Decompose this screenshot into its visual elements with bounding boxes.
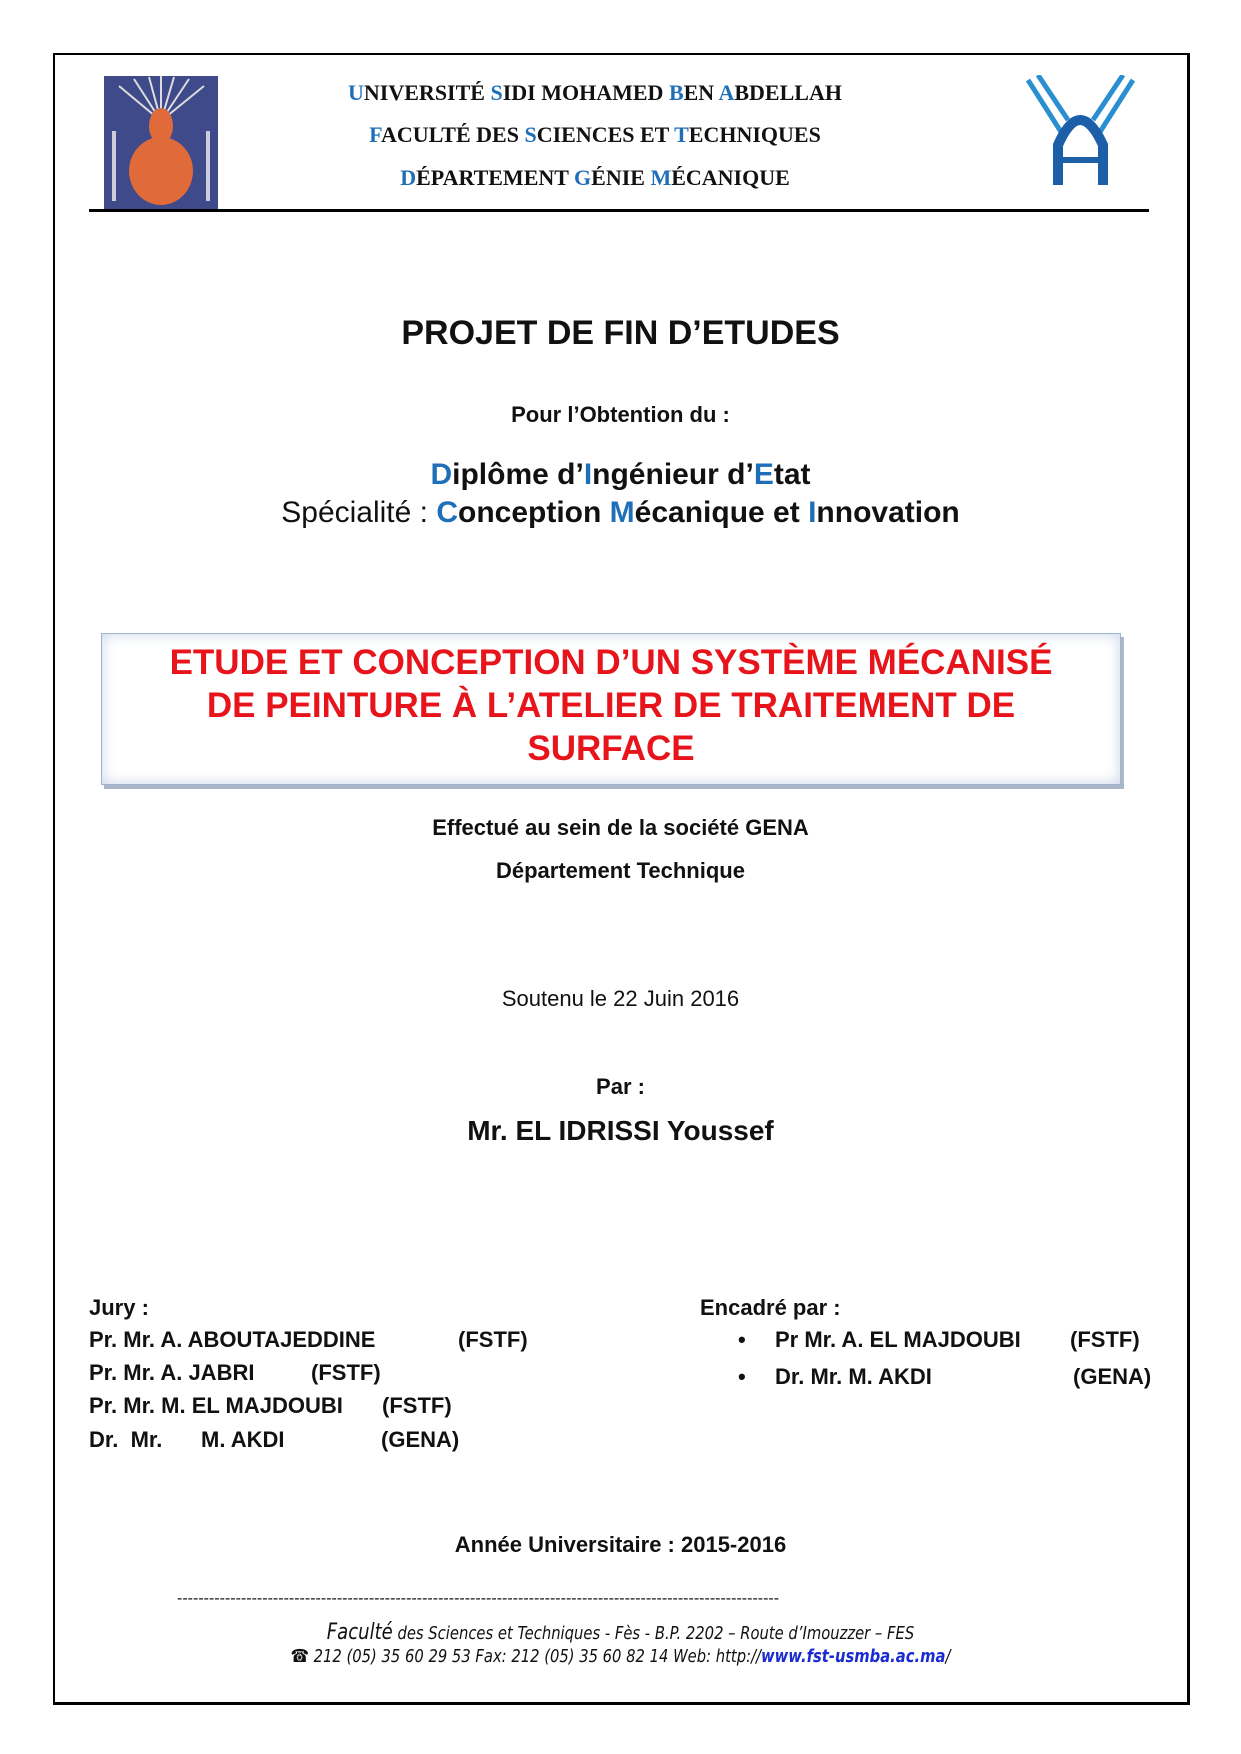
specialty: Spécialité : Conception Mécanique et Innovation: [281, 496, 960, 529]
footer-separator: -----------------------------------------------------------------------------------------------------------------: [177, 1590, 780, 1607]
supervisor-affiliation: (GENA): [1073, 1364, 1152, 1389]
supervisor-affiliation: (FSTF): [1070, 1327, 1140, 1352]
jury-affiliation: (FSTF): [311, 1360, 381, 1385]
page-title: PROJET DE FIN D’ETUDES: [401, 314, 840, 352]
jury-member: Dr. Mr.: [89, 1427, 163, 1452]
jury-affiliation: (FSTF): [382, 1393, 452, 1418]
obtention-label: Pour l’Obtention du :: [511, 402, 730, 427]
supervisors-label: Encadré par :: [700, 1295, 841, 1320]
university-logo: [104, 76, 218, 210]
jury-member: Pr. Mr. M. EL MAJDOUBI: [89, 1393, 343, 1418]
header-rule: [89, 209, 1149, 212]
jury-member-name: M. AKDI: [201, 1427, 285, 1452]
jury-affiliation: (GENA): [381, 1427, 460, 1452]
bullet-icon: •: [738, 1364, 746, 1389]
jury-label: Jury :: [89, 1295, 149, 1320]
academic-year: Année Universitaire : 2015-2016: [454, 1532, 787, 1557]
supervisor: Dr. Mr. M. AKDI: [775, 1364, 932, 1389]
jury-member: Pr. Mr. A. ABOUTAJEDDINE: [89, 1327, 376, 1352]
defense-date: Soutenu le 22 Juin 2016: [501, 986, 740, 1011]
project-title-line: DE PEINTURE À L’ATELIER DE TRAITEMENT DE: [206, 686, 1016, 725]
faculty-name: FACULTÉ DES SCIENCES ET TECHNIQUES: [369, 122, 821, 147]
supervisor: Pr Mr. A. EL MAJDOUBI: [775, 1327, 1021, 1352]
jury-member: Pr. Mr. A. JABRI: [89, 1360, 255, 1385]
project-title-line: SURFACE: [527, 729, 695, 768]
diploma: Diplôme d’Ingénieur d’Etat: [430, 458, 811, 491]
footer-contact: ☎ 212 (05) 35 60 29 53 Fax: 212 (05) 35 60 82 14 Web: http://www.fst-usmba.ac.ma/: [290, 1646, 951, 1667]
website-link[interactable]: www.fst-usmba.ac.ma: [761, 1646, 946, 1667]
department: Département Technique: [496, 858, 745, 883]
author-name: Mr. EL IDRISSI Youssef: [467, 1115, 774, 1146]
footer-address: Faculté des Sciences et Techniques - Fès - B.P. 2202 – Route d’Imouzzer – FES: [326, 1620, 915, 1645]
project-title-line: ETUDE ET CONCEPTION D’UN SYSTÈME MÉCANISÉ: [169, 643, 1053, 682]
company: Effectué au sein de la société GENA: [432, 815, 809, 840]
par-label: Par :: [596, 1074, 645, 1099]
faculty-logo: [1023, 75, 1138, 209]
bullet-icon: •: [738, 1327, 746, 1352]
phone-icon: ☎: [290, 1646, 309, 1667]
jury-affiliation: (FSTF): [458, 1327, 528, 1352]
university-name: UNIVERSITÉ SIDI MOHAMED BEN ABDELLAH: [348, 80, 842, 105]
department-name: DÉPARTEMENT GÉNIE MÉCANIQUE: [400, 165, 790, 190]
